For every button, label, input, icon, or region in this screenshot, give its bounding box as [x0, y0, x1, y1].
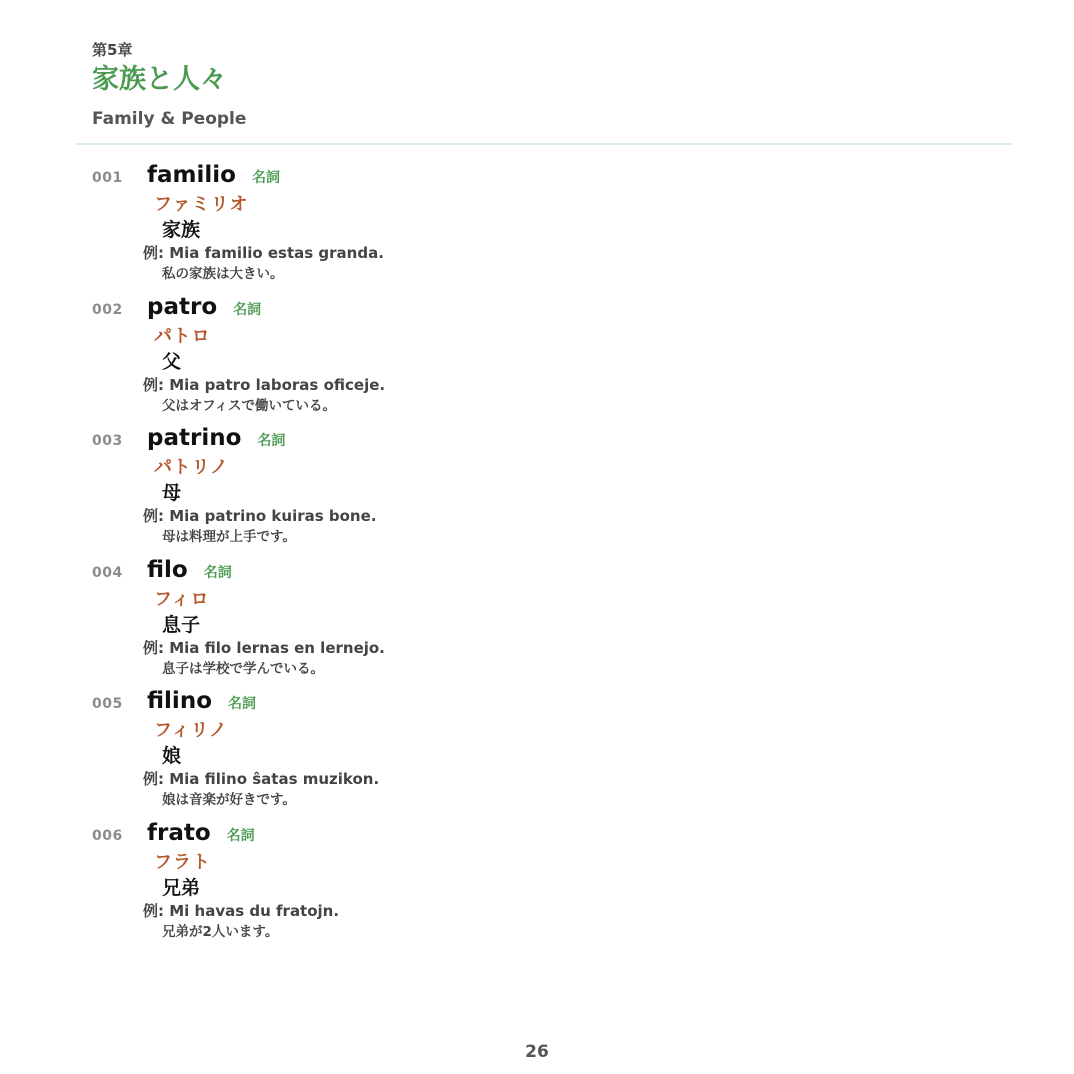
entry-word: filo [147, 556, 188, 583]
part-of-speech: 名詞 [228, 696, 256, 712]
entry-pronunciation: ファミリオ [154, 194, 249, 215]
header-divider [75, 143, 1013, 145]
entry-pronunciation: フラト [154, 851, 211, 873]
entry-word: familio [147, 162, 236, 188]
entry-number: 004 [92, 564, 123, 581]
vocabulary-entry [0, 555, 1074, 687]
entry-meaning: 娘 [162, 745, 182, 767]
example-translation: 父はオフィスで働いている。 [162, 397, 337, 414]
entry-meaning: 息子 [162, 613, 201, 636]
example-translation: 私の家族は大きい。 [162, 266, 284, 282]
example-translation: 息子は学校で学んでいる。 [162, 660, 324, 677]
entry-number: 001 [92, 170, 123, 186]
entry-word: patro [147, 293, 218, 320]
vocabulary-entry [0, 423, 1074, 555]
entry-headword-line [147, 688, 256, 714]
entry-meaning: 兄弟 [162, 876, 201, 899]
entry-headword-line [147, 162, 280, 188]
entry-number: 003 [92, 433, 123, 449]
example-label: 例: [143, 901, 164, 920]
chapter-label: 第5章 [92, 41, 133, 59]
example-translation: 母は料理が上手です。 [162, 529, 296, 545]
chapter-header [92, 40, 246, 130]
vocabulary-entry [0, 292, 1074, 424]
example-label: 例: [143, 244, 164, 262]
example-translation: 娘は音楽が好きです。 [162, 792, 296, 808]
vocabulary-entry [0, 160, 1074, 292]
example-sentence [143, 768, 379, 789]
entry-number: 005 [92, 696, 123, 712]
part-of-speech: 名詞 [251, 170, 280, 186]
entry-headword-line [147, 557, 232, 583]
example-text: Mia patro laboras oficeje. [169, 375, 386, 394]
entry-number: 006 [92, 827, 123, 844]
example-text: Mia filo lernas en lernejo. [169, 638, 385, 657]
entry-pronunciation: パトロ [154, 325, 211, 347]
entry-word: filino [147, 688, 212, 714]
entry-headword-line [147, 425, 285, 451]
vocabulary-entry [0, 818, 1074, 950]
example-label: 例: [143, 638, 164, 657]
entry-meaning: 家族 [162, 219, 201, 241]
example-sentence [143, 374, 385, 395]
entry-pronunciation: フィリノ [154, 720, 228, 741]
chapter-subtitle: Family & People [92, 109, 247, 129]
chapter-title: 家族と人々 [92, 64, 227, 95]
example-label: 例: [143, 375, 164, 394]
part-of-speech: 名詞 [226, 827, 255, 844]
entry-meaning: 母 [162, 482, 182, 504]
example-sentence [143, 505, 376, 526]
entry-word: patrino [147, 425, 242, 451]
example-sentence [143, 900, 339, 921]
vocabulary-list [0, 160, 1074, 949]
page-number: 26 [525, 1042, 549, 1062]
example-label: 例: [143, 770, 164, 788]
part-of-speech: 名詞 [203, 564, 232, 581]
example-text: Mi havas du fratojn. [169, 901, 340, 920]
example-translation: 兄弟が2人います。 [162, 923, 279, 940]
entry-pronunciation: パトリノ [154, 457, 229, 478]
example-text: Mia filino ŝatas muzikon. [169, 770, 380, 788]
example-sentence [143, 242, 384, 263]
entry-headword-line [147, 294, 261, 320]
example-sentence [143, 637, 385, 658]
part-of-speech: 名詞 [233, 301, 262, 318]
entry-pronunciation: フィロ [154, 588, 210, 610]
entry-meaning: 父 [162, 350, 182, 373]
entry-number: 002 [92, 301, 123, 318]
example-label: 例: [143, 507, 164, 525]
vocabulary-entry [0, 686, 1074, 818]
part-of-speech: 名詞 [257, 433, 286, 449]
example-text: Mia patrino kuiras bone. [169, 507, 377, 525]
example-text: Mia familio estas granda. [169, 244, 384, 262]
entry-word: frato [147, 819, 211, 846]
entry-headword-line [147, 820, 255, 846]
